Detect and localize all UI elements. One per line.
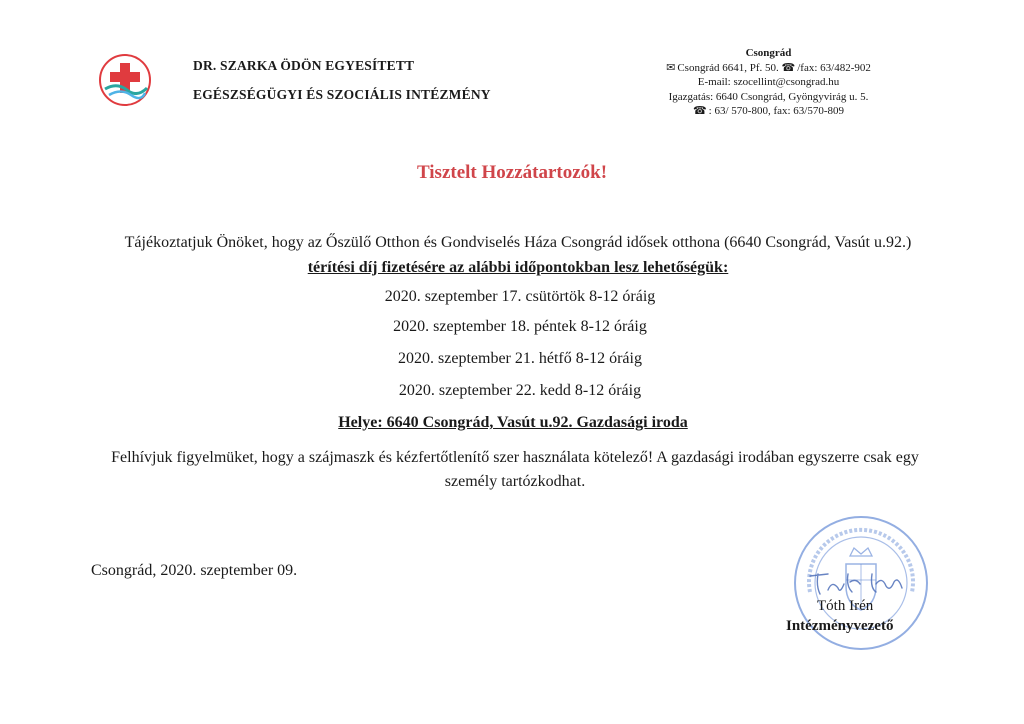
telephone-icon: ☎ bbox=[692, 105, 707, 117]
intro-emphasis: térítési díj fizetésére az alábbi időpontokban lesz lehetőségük: bbox=[307, 259, 729, 276]
contact-email: E-mail: szocellint@csongrad.hu bbox=[697, 76, 840, 88]
payment-date-item: 2020. szeptember 17. csütörtök 8-12 óráig bbox=[384, 288, 656, 305]
handwritten-signature bbox=[806, 566, 910, 600]
hygiene-notice: Felhívjuk figyelmüket, hogy a szájmaszk és kézfertőtlenítő szer használata kötelező! A gazdasági irodában egyszerre csak egy személy tartózkodhat. bbox=[111, 449, 919, 490]
contact-director-phone: : 63/ 570-800, fax: 63/570-809 bbox=[708, 105, 845, 117]
letter-intro bbox=[118, 230, 918, 280]
organization-name-line2: EGÉSZSÉGÜGYI ÉS SZOCIÁLIS INTÉZMÉNY bbox=[193, 87, 491, 102]
red-cross-logo-icon bbox=[97, 52, 153, 108]
place-and-date: Csongrád, 2020. szeptember 09. bbox=[91, 562, 298, 579]
telephone-icon: ☎ bbox=[781, 61, 796, 74]
contact-postal-line bbox=[636, 61, 901, 76]
signer-name: Tóth Irén bbox=[817, 598, 874, 614]
intro-text: Tájékoztatjuk Önöket, hogy az Őszülő Otthon és Gondviselés Háza Csongrád idősek otthona (6640 Csongrád, Vasút u.92.) bbox=[124, 234, 912, 251]
payment-location: Helye: 6640 Csongrád, Vasút u.92. Gazdasági iroda bbox=[338, 414, 688, 431]
contact-phone-fax: /fax: 63/482-902 bbox=[797, 61, 871, 74]
envelope-icon: ✉ bbox=[666, 61, 676, 74]
contact-director-phone-line bbox=[636, 104, 901, 119]
payment-date-item: 2020. szeptember 18. péntek 8-12 óráig bbox=[393, 318, 647, 335]
payment-date-item: 2020. szeptember 22. kedd 8-12 óráig bbox=[398, 382, 642, 399]
payment-date-item: 2020. szeptember 21. hétfő 8-12 óráig bbox=[398, 350, 642, 367]
contact-city: Csongrád bbox=[745, 47, 792, 59]
letter-greeting: Tisztelt Hozzátartozók! bbox=[416, 162, 608, 183]
signer-title: Intézményvezető bbox=[786, 618, 894, 634]
contact-block bbox=[636, 46, 901, 119]
contact-postal: Csongrád 6641, Pf. 50. bbox=[677, 61, 779, 74]
contact-director-address: Igazgatás: 6640 Csongrád, Gyöngyvirág u. 5. bbox=[668, 90, 869, 103]
organization-name-line1: DR. SZARKA ÖDÖN EGYESÍTETT bbox=[193, 58, 415, 73]
